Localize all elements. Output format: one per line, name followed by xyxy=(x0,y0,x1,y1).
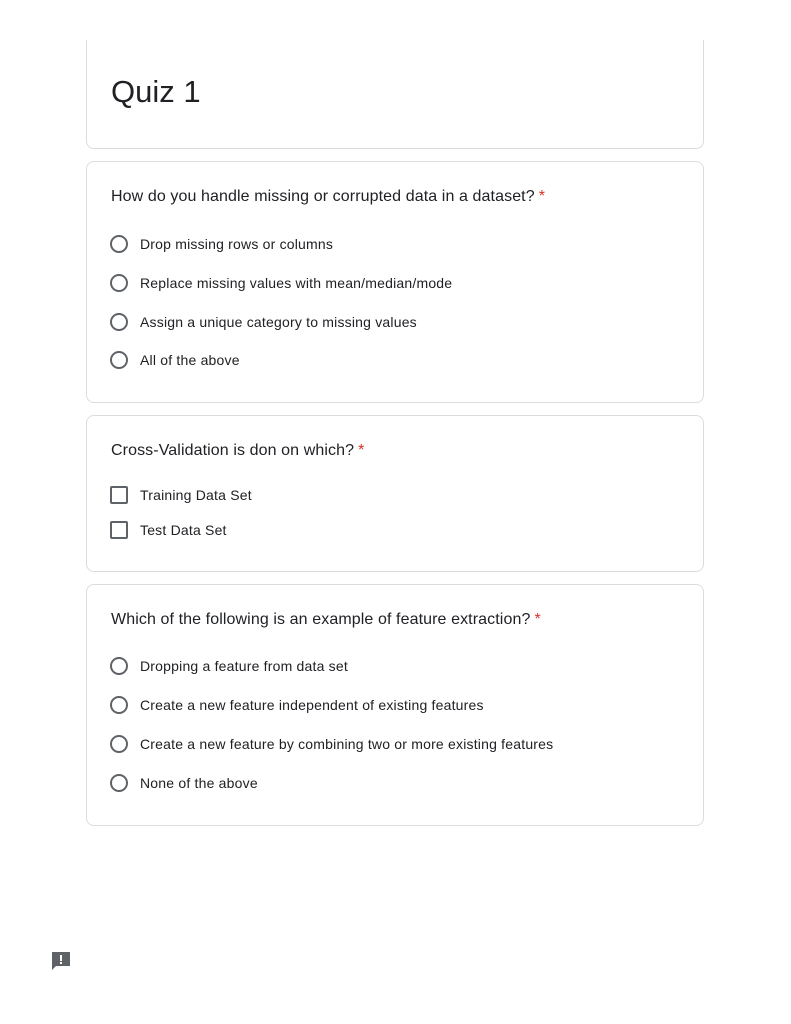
radio-option[interactable] xyxy=(110,310,417,334)
radio-button[interactable] xyxy=(110,696,128,714)
checkbox[interactable] xyxy=(110,521,128,539)
form-header-card xyxy=(86,40,704,149)
question-title: Which of the following is an example of feature extraction? * xyxy=(111,611,541,628)
required-asterisk: * xyxy=(534,611,541,628)
radio-option[interactable] xyxy=(110,771,258,795)
radio-button[interactable] xyxy=(110,313,128,331)
radio-button[interactable] xyxy=(110,274,128,292)
option-label: Create a new feature by combining two or more existing features xyxy=(140,736,554,752)
radio-option[interactable] xyxy=(110,271,452,295)
checkbox-option[interactable] xyxy=(110,483,252,507)
option-label: Replace missing values with mean/median/mode xyxy=(140,275,453,291)
checkbox[interactable] xyxy=(110,486,128,504)
required-asterisk: * xyxy=(358,442,365,459)
option-label: Create a new feature independent of existing features xyxy=(140,697,484,713)
radio-option[interactable] xyxy=(110,732,553,756)
question-card-3 xyxy=(86,584,704,826)
radio-option[interactable] xyxy=(110,232,333,256)
question-title: Cross-Validation is don on which? * xyxy=(111,442,365,459)
form-title: Quiz 1 xyxy=(111,74,201,109)
radio-button[interactable] xyxy=(110,657,128,675)
option-label: Drop missing rows or columns xyxy=(140,236,334,252)
radio-button[interactable] xyxy=(110,774,128,792)
radio-option[interactable] xyxy=(110,348,240,372)
radio-option[interactable] xyxy=(110,693,484,717)
option-label: Training Data Set xyxy=(140,487,252,503)
checkbox-option[interactable] xyxy=(110,518,227,542)
report-problem-icon[interactable] xyxy=(50,950,72,972)
radio-option[interactable] xyxy=(110,654,348,678)
question-title: How do you handle missing or corrupted data in a dataset? * xyxy=(111,188,546,205)
radio-button[interactable] xyxy=(110,735,128,753)
option-label: Dropping a feature from data set xyxy=(140,658,348,674)
option-label: Test Data Set xyxy=(140,522,227,538)
radio-button[interactable] xyxy=(110,351,128,369)
required-asterisk: * xyxy=(538,188,546,205)
option-label: None of the above xyxy=(140,775,258,791)
question-card-1 xyxy=(86,161,704,403)
radio-button[interactable] xyxy=(110,235,128,253)
question-card-2 xyxy=(86,415,704,572)
option-label: Assign a unique category to missing values xyxy=(140,314,417,330)
option-label: All of the above xyxy=(140,352,240,368)
